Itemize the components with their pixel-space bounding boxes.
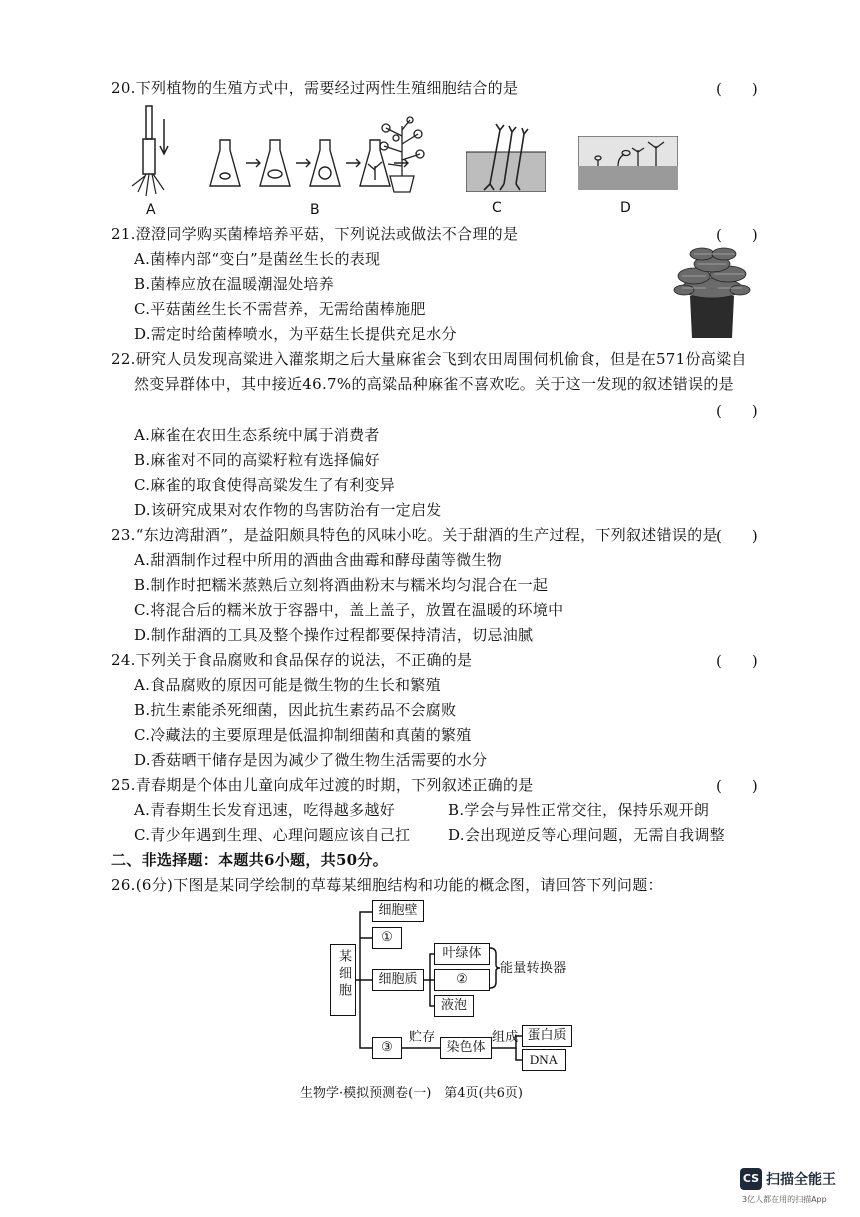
q20-label-c: C [492,200,502,216]
q23-stem: 23.“东边湾甜酒”，是益阳颇具特色的风味小吃。关于甜酒的生产过程，下列叙述错误的是 [111,526,718,544]
q21-option-a: A.菌棒内部“变白”是菌丝生长的表现 [134,250,381,268]
q24-answer-paren: ( ) [716,652,758,670]
q24-option-c: C.冷藏法的主要原理是低温抑制细菌和真菌的繁殖 [134,726,472,744]
q22-answer-paren: ( ) [716,402,758,420]
q26-vacuole-box: 液泡 [434,995,474,1017]
q22-option-a: A.麻雀在农田生态系统中属于消费者 [134,426,380,444]
q20-answer-paren: ( ) [716,80,758,98]
q26-stem: 26.(6分)下图是某同学绘制的草莓某细胞结构和功能的概念图，请回答下列问题： [111,876,663,894]
q26-energy-converter-label: 能量转换器 [500,961,567,976]
q26-blank1-box: ① [372,927,402,949]
q20-figure-a [126,104,176,199]
q26-cell-wall-box: 细胞壁 [372,900,424,922]
q26-chromosome-box: 染色体 [440,1037,492,1059]
q23-option-b: B.制作时把糯米蒸熟后立刻将酒曲粉末与糯米均匀混合在一起 [134,576,549,594]
q23-option-c: C.将混合后的糯米放于容器中，盖上盖子，放置在温暖的环境中 [134,601,564,619]
q23-option-d: D.制作甜酒的工具及整个操作过程都要保持清洁，切忌油腻 [134,626,534,644]
q21-option-b: B.菌棒应放在温暖潮湿处培养 [134,275,334,293]
q22-stem-line1: 22.研究人员发现高粱进入灌浆期之后大量麻雀会飞到农田周围伺机偷食，但是在571份高粱自 [111,350,747,368]
q20-label-b: B [310,202,320,218]
q26-dna-box: DNA [522,1049,566,1071]
q21-stem: 21.澄澄同学购买菌棒培养平菇，下列说法或做法不合理的是 [111,225,519,243]
q24-option-a: A.食品腐败的原因可能是微生物的生长和繁殖 [134,676,441,694]
q20-label-a: A [146,202,156,218]
page-footer: 生物学·模拟预测卷(一) 第4页(共6页) [300,1086,523,1101]
q22-stem-line2: 然变异群体中，其中接近46.7%的高粱品种麻雀不喜欢吃。关于这一发现的叙述错误的是 [134,375,734,393]
q26-blank3-box: ③ [372,1037,402,1059]
q26-blank2-box: ② [434,969,490,991]
q22-option-b: B.麻雀对不同的高粱籽粒有选择偏好 [134,451,380,469]
q25-option-a: A.青春期生长发育迅速，吃得越多越好 [134,801,396,819]
q26-cytoplasm-box: 细胞质 [372,969,424,991]
q26-compose-label: 组成 [492,1030,519,1045]
q22-option-d: D.该研究成果对农作物的鸟害防治有一定启发 [134,501,442,519]
q26-protein-box: 蛋白质 [522,1025,572,1047]
q21-option-c: C.平菇菌丝生长不需营养，无需给菌棒施肥 [134,300,426,318]
q26-chloroplast-box: 叶绿体 [434,943,490,965]
q21-option-d: D.需定时给菌棒喷水，为平菇生长提供充足水分 [134,325,457,343]
section-2-heading: 二、非选择题：本题共6小题，共50分。 [111,851,389,869]
q20-figure-b-plant [376,116,428,194]
mushroom-bag-image [672,244,752,342]
q25-answer-paren: ( ) [716,777,758,795]
q25-option-c: C.青少年遇到生理、心理问题应该自己扛 [134,826,411,844]
q22-option-c: C.麻雀的取食使得高粱发生了有利变异 [134,476,396,494]
q20-figure-c [466,122,546,192]
q26-store-label: 贮存 [409,1030,436,1045]
q23-option-a: A.甜酒制作过程中所用的酒曲含曲霉和酵母菌等微生物 [134,551,503,569]
q24-option-b: B.抗生素能杀死细菌，因此抗生素药品不会腐败 [134,701,457,719]
q24-stem: 24.下列关于食品腐败和食品保存的说法，不正确的是 [111,651,473,669]
scanner-watermark [740,1168,850,1208]
scanner-logo-icon: CS [740,1168,762,1190]
q21-answer-paren: ( ) [716,226,758,244]
q25-stem: 25.青春期是个体由儿童向成年过渡的时期，下列叙述正确的是 [111,776,534,794]
scanner-tagline: 3亿人都在用的扫描App [742,1195,827,1204]
q20-figure-d [578,136,678,190]
scanner-app-name: 扫描全能王 [766,1172,836,1188]
q26-root-label: 某细胞 [336,949,351,1000]
q20-stem: 20.下列植物的生殖方式中，需要经过两性生殖细胞结合的是 [111,79,519,97]
q26-root-box [330,944,356,1016]
q20-label-d: D [620,200,631,216]
q25-option-d: D.会出现逆反等心理问题，无需自我调整 [448,826,725,844]
q23-answer-paren: ( ) [716,527,758,545]
q25-option-b: B.学会与异性正常交往，保持乐观开朗 [448,801,710,819]
q24-option-d: D.香菇晒干储存是因为减少了微生物生活需要的水分 [134,751,488,769]
